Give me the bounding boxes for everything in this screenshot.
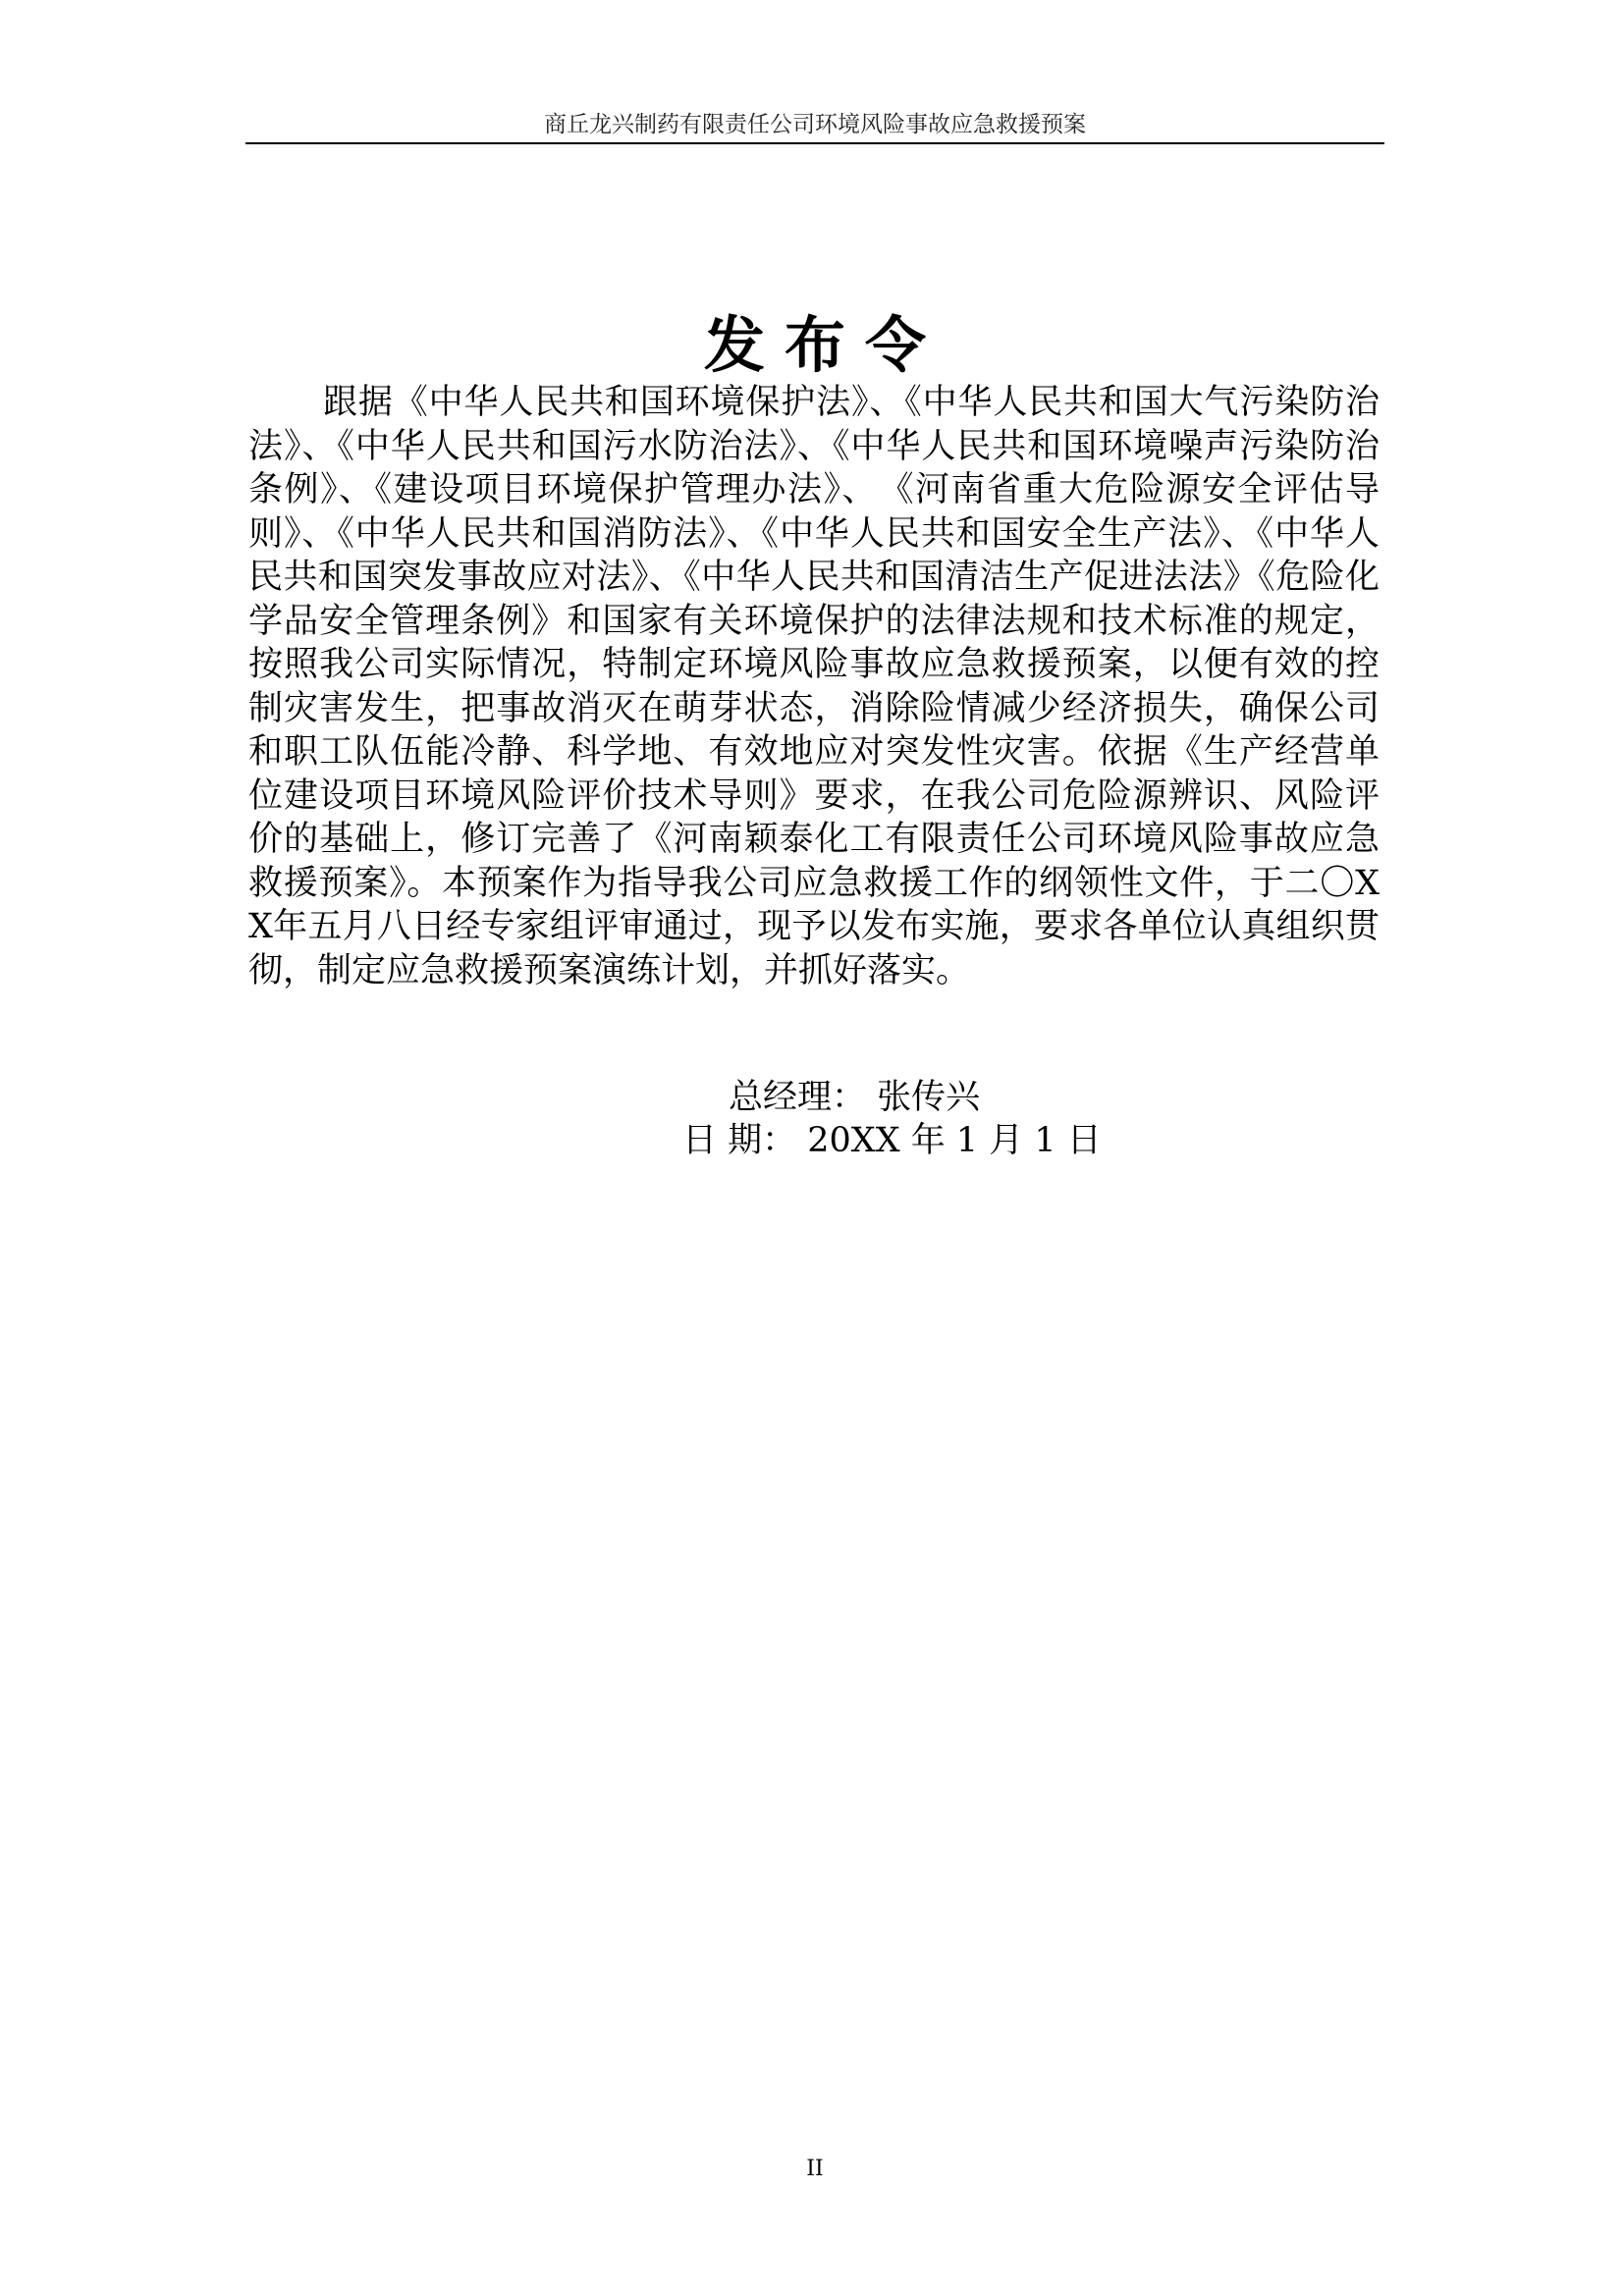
issue-date: 日 期： 20XX 年 1 月 1 日 (682, 1121, 1102, 1160)
document-body-paragraph: 跟据《中华人民共和国环境保护法》、《中华人民共和国大气污染防治法》、《中华人民共和国污水防治法》、《中华人民共和国环境噪声污染防治条例》、《建设项目环境保护管理办法》、 《河南省重大危险源安全评估导则》、《中华人民共和国消防法》、《中华人民共和国安全生产法》、《中华人民共和国突发事故应对法》、《中华人民共和国清洁生产促进法法》《危险化学品安全管理条例》和国家有关环境保护的法律法规和技术标准的规定，按照我公司实际情况，特制定环境风险事故应急救援预案，以便有效的控制灾害发生，把事故消灭在萌芽状态，消除险情减少经济损失，确保公司和职工队伍能冷静、科学地、有效地应对突发性灾害。依据《生产经营单位建设项目环境风险评价技术导则》要求，在我公司危险源辨识、风险评价的基础上，修订完善了《河南颖泰化工有限责任公司环境风险事故应急救援预案》。本预案作为指导我公司应急救援工作的纲领性文件，于二〇XX年五月八日经专家组评审通过，现予以发布实施，要求各单位认真组织贯彻，制定应急救援预案演练计划，并抓好落实。 (248, 383, 1380, 990)
page-number: II (806, 2157, 824, 2181)
header-divider (245, 142, 1384, 144)
general-manager-signature: 总经理： 张传兴 (729, 1078, 981, 1117)
document-title: 发布令 (703, 308, 946, 381)
running-header: 商丘龙兴制药有限责任公司环境风险事故应急救援预案 (544, 112, 1086, 137)
